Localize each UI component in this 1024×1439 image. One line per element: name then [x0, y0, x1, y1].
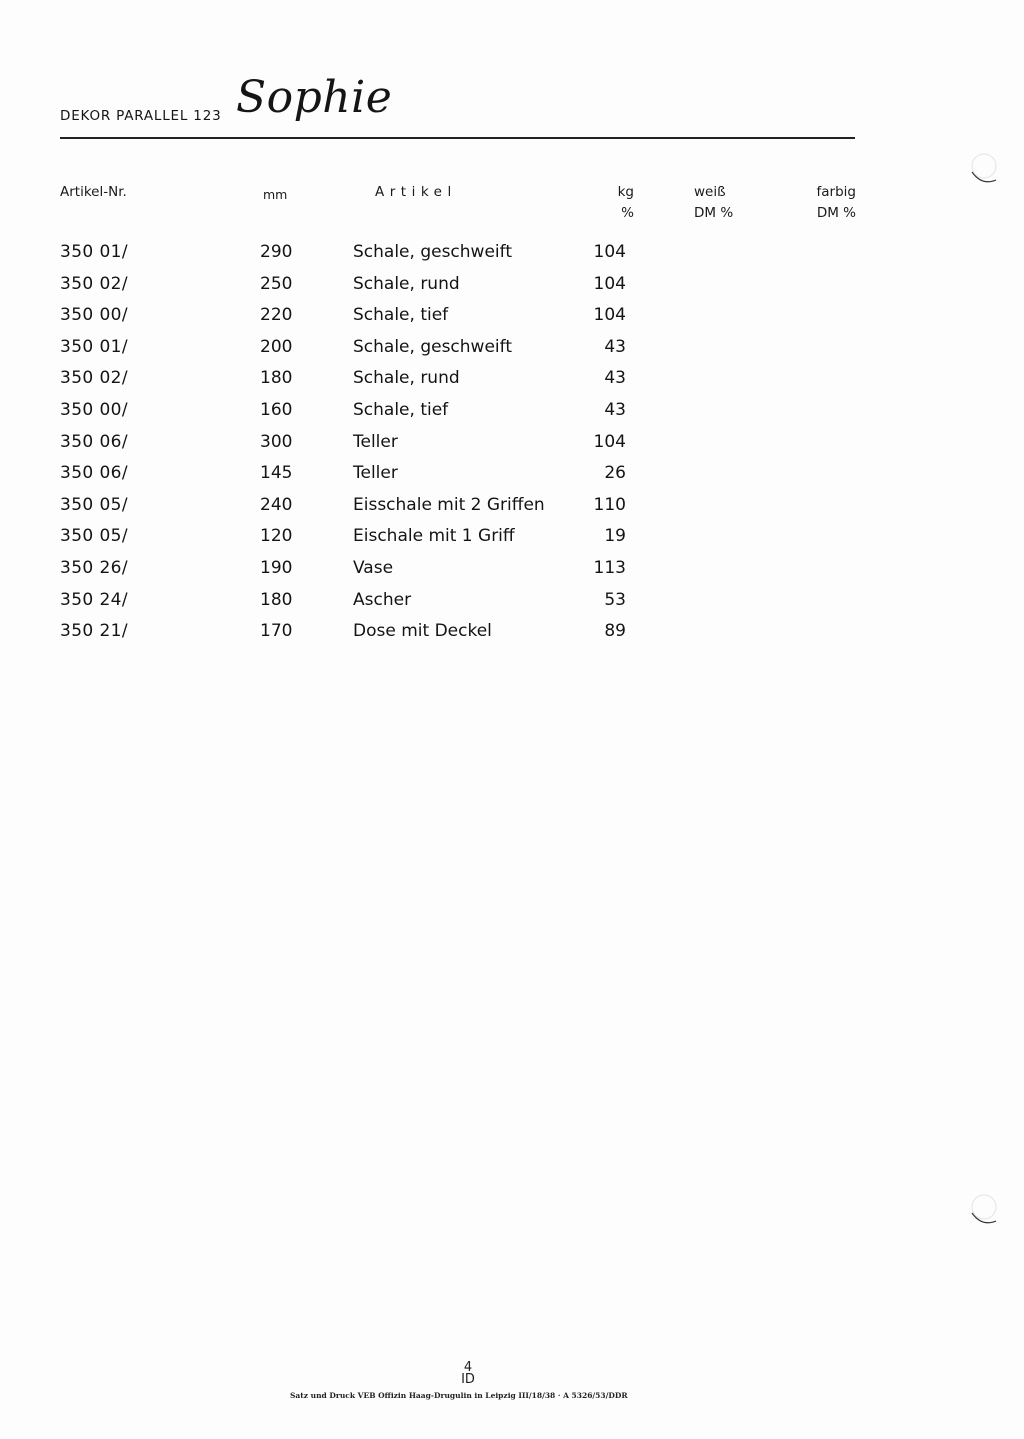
column-header-kg	[604, 182, 634, 224]
article-name: Schale, tief	[353, 305, 449, 326]
weight-kg: 26	[604, 463, 626, 484]
article-name: Eisschale mit 2 Griffen	[353, 494, 545, 515]
table-row	[0, 493, 1024, 525]
column-header-mm: mm	[263, 187, 288, 202]
weight-kg: 43	[604, 368, 626, 389]
article-number: 350 06/	[60, 431, 129, 452]
size-mm: 190	[260, 557, 293, 578]
printer-mark-bottom: ID	[461, 1372, 475, 1387]
article-number: 350 01/	[60, 336, 129, 357]
article-number: 350 00/	[60, 399, 129, 420]
size-mm: 145	[260, 463, 293, 484]
size-mm: 220	[260, 305, 293, 326]
table-row	[0, 398, 1024, 430]
table-row	[0, 524, 1024, 556]
article-table	[0, 240, 1024, 651]
weight-kg: 19	[604, 526, 626, 547]
weight-kg: 104	[593, 242, 626, 262]
decor-series-label: DEKOR PARALLEL 123	[60, 108, 222, 124]
printer-imprint: Satz und Druck VEB Offizin Haag-Drugulin in Leipzig III/18/38 · A 5326/53/DDR	[290, 1391, 628, 1400]
article-number: 350 02/	[60, 368, 129, 389]
article-name: Eischale mit 1 Griff	[353, 526, 515, 547]
article-name: Teller	[353, 463, 398, 484]
size-mm: 290	[260, 242, 293, 262]
punch-hole-mark-bottom	[966, 1193, 1010, 1237]
decor-name-title: Sophie	[236, 72, 393, 123]
article-number: 350 24/	[60, 589, 129, 610]
weight-kg: 113	[593, 557, 626, 578]
table-row	[0, 619, 1024, 651]
article-name: Teller	[353, 431, 398, 452]
table-row	[0, 335, 1024, 367]
weight-kg: 104	[593, 431, 626, 452]
article-number: 350 06/	[60, 463, 129, 484]
size-mm: 180	[260, 368, 293, 389]
weight-kg: 110	[593, 494, 626, 515]
weight-kg: 53	[604, 589, 626, 610]
article-number: 350 05/	[60, 526, 129, 547]
article-number: 350 00/	[60, 305, 129, 326]
column-header-colored	[810, 182, 856, 224]
printer-mark-top: 4	[463, 1360, 473, 1375]
column-header-kg-unit: kg	[617, 184, 634, 200]
punch-hole-mark-top	[966, 152, 1010, 196]
column-header-white-price: DM %	[694, 205, 734, 221]
table-row	[0, 556, 1024, 588]
column-header-article-no: Artikel-Nr.	[60, 184, 127, 200]
article-name: Schale, geschweift	[353, 242, 512, 262]
article-name: Schale, rund	[353, 368, 460, 389]
column-header-article: Artikel	[375, 184, 457, 200]
column-header-kg-percent: %	[621, 205, 634, 221]
table-row	[0, 461, 1024, 493]
size-mm: 240	[260, 494, 293, 515]
article-number: 350 26/	[60, 557, 129, 578]
article-number: 350 05/	[60, 494, 129, 515]
size-mm: 160	[260, 399, 293, 420]
table-row	[0, 366, 1024, 398]
weight-kg: 104	[593, 273, 626, 294]
header-divider	[60, 137, 855, 139]
table-row	[0, 430, 1024, 462]
table-row	[0, 240, 1024, 272]
size-mm: 250	[260, 273, 293, 294]
column-header-white	[694, 182, 733, 224]
size-mm: 180	[260, 589, 293, 610]
weight-kg: 43	[604, 399, 626, 420]
size-mm: 300	[260, 431, 293, 452]
article-number: 350 02/	[60, 273, 129, 294]
table-row	[0, 272, 1024, 304]
article-name: Schale, rund	[353, 273, 460, 294]
table-row	[0, 588, 1024, 620]
article-number: 350 01/	[60, 242, 129, 262]
article-name: Schale, tief	[353, 399, 449, 420]
size-mm: 170	[260, 621, 293, 642]
column-header-white-label: weiß	[694, 184, 726, 200]
article-number: 350 21/	[60, 621, 129, 642]
table-row	[0, 303, 1024, 335]
article-name: Vase	[353, 557, 394, 578]
article-name: Schale, geschweift	[353, 336, 512, 357]
column-header-colored-price: DM %	[816, 205, 856, 221]
size-mm: 120	[260, 526, 293, 547]
article-name: Ascher	[353, 589, 412, 610]
size-mm: 200	[260, 336, 293, 357]
weight-kg: 104	[593, 305, 626, 326]
weight-kg: 43	[604, 336, 626, 357]
printer-mark	[460, 1362, 476, 1386]
article-name: Dose mit Deckel	[353, 621, 492, 642]
column-header-colored-label: farbig	[816, 184, 856, 200]
weight-kg: 89	[604, 621, 626, 642]
